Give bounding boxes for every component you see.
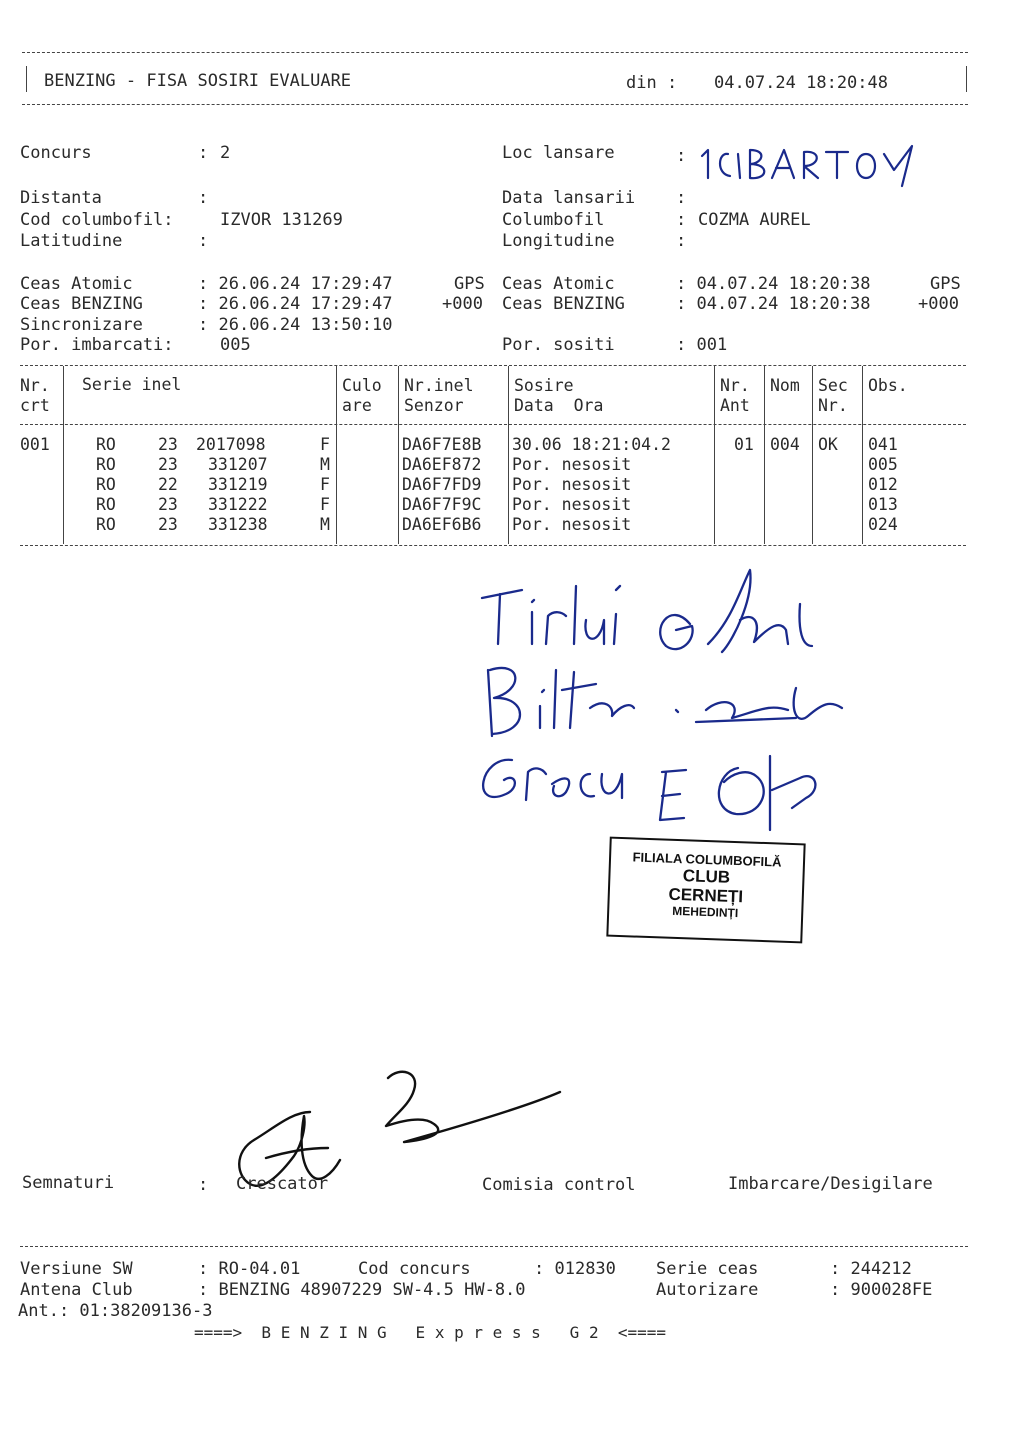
por-sositi-value: : 001 — [676, 335, 728, 355]
signatures-label: Semnaturi — [22, 1173, 115, 1193]
data-lansarii-label: Data lansarii — [502, 188, 636, 208]
th-sec-2: Nr. — [818, 396, 848, 415]
ring-country: RO — [96, 495, 116, 514]
data-lansarii-colon: : — [676, 188, 687, 208]
arrival: 30.06 18:21:04.2 — [512, 435, 671, 454]
th-culoare-2: are — [342, 396, 372, 415]
obs: 005 — [868, 455, 898, 474]
row-crt: 001 — [20, 435, 50, 454]
cod-columbofil-label: Cod columbofil: — [20, 210, 174, 230]
ant-line: Ant.: 01:38209136-3 — [18, 1301, 213, 1321]
header-left-border — [26, 66, 27, 92]
serie-ceas-label: Serie ceas — [656, 1259, 759, 1279]
obs: 024 — [868, 515, 898, 534]
ceas-atomic-right-suffix: GPS — [930, 274, 961, 294]
ring-sex: F — [320, 475, 330, 494]
sincronizare-label: Sincronizare — [20, 315, 143, 335]
th-culoare-1: Culo — [342, 376, 382, 395]
ring-number: 331219 — [208, 475, 268, 494]
columbofil-colon: : — [676, 210, 687, 230]
obs: 013 — [868, 495, 898, 514]
ceas-atomic-left-value: : 26.06.24 17:29:47 — [198, 274, 393, 294]
antena-value: : BENZING 48907229 SW-4.5 HW-8.0 — [198, 1280, 526, 1300]
signature-comisia-control: Comisia control — [482, 1175, 636, 1195]
por-imbarcati-value: 005 — [220, 335, 251, 355]
antena-label: Antena Club — [20, 1280, 133, 1300]
loc-lansare-colon: : — [676, 146, 687, 166]
sec: OK — [818, 435, 838, 454]
th-nr-crt-2: crt — [20, 396, 50, 415]
th-obs: Obs. — [868, 376, 908, 395]
header-right-border — [966, 66, 967, 92]
autorizare-value: : 900028FE — [830, 1280, 933, 1300]
ring-country: RO — [96, 435, 116, 454]
col-sep-1 — [63, 366, 64, 544]
th-nr-inel-2: Senzor — [404, 396, 464, 415]
latitudine-colon: : — [198, 231, 209, 251]
obs: 041 — [868, 435, 898, 454]
loc-lansare-label: Loc lansare — [502, 143, 615, 163]
stamp-line-1: FILIALA COLUMBOFILĂ — [632, 849, 782, 870]
col-sep-8 — [862, 366, 863, 544]
ceas-atomic-right-label: Ceas Atomic — [502, 274, 615, 294]
col-sep-5 — [714, 366, 715, 544]
cod-concurs-value: : 012830 — [534, 1259, 616, 1279]
sensor-id: DA6EF6B6 — [402, 515, 482, 534]
por-sositi-label: Por. sositi — [502, 335, 615, 355]
table-bottom-rule — [20, 545, 966, 546]
document-title: BENZING - FISA SOSIRI EVALUARE — [44, 71, 352, 91]
nom: 004 — [770, 435, 800, 454]
ring-country: RO — [96, 455, 116, 474]
stamp-line-2: CLUB — [682, 866, 731, 887]
ring-number: 331222 — [208, 495, 268, 514]
ring-sex: M — [320, 515, 330, 534]
brand-line: ====> B E N Z I N G E x p r e s s G 2 <==== — [194, 1323, 667, 1342]
col-sep-4 — [508, 366, 509, 544]
signature-crescator: Crescator — [236, 1174, 329, 1194]
por-imbarcati-label: Por. imbarcati: — [20, 335, 174, 355]
ceas-benzing-left-suffix: +000 — [442, 294, 483, 314]
arrival: Por. nesosit — [512, 475, 632, 494]
autorizare-label: Autorizare — [656, 1280, 759, 1300]
sensor-id: DA6F7E8B — [402, 435, 482, 454]
ring-year: 23 — [158, 515, 178, 534]
ring-year: 23 — [158, 455, 178, 474]
arrival: Por. nesosit — [512, 455, 632, 474]
header-top-rule — [22, 52, 968, 53]
club-stamp — [606, 837, 805, 944]
longitudine-colon: : — [676, 231, 687, 251]
ring-country: RO — [96, 475, 116, 494]
ring-sex: M — [320, 455, 330, 474]
th-sec-1: Sec — [818, 376, 848, 395]
th-sosire-1: Sosire — [514, 376, 574, 395]
ring-number: 331238 — [208, 515, 268, 534]
th-serie-inel: Serie inel — [82, 375, 182, 394]
sincronizare-value: : 26.06.24 13:50:10 — [198, 315, 393, 335]
header-bottom-rule — [22, 104, 968, 105]
table-top-rule — [20, 365, 966, 366]
ceas-atomic-left-suffix: GPS — [454, 274, 485, 294]
header-date-label: din : — [626, 73, 678, 93]
ceas-benzing-left-label: Ceas BENZING — [20, 294, 143, 314]
th-nr-ant-1: Nr. — [720, 376, 750, 395]
stamp-line-3: CERNEȚI — [668, 884, 744, 907]
versiune-label: Versiune SW — [20, 1259, 133, 1279]
ring-year: 22 — [158, 475, 178, 494]
col-sep-3 — [398, 366, 399, 544]
concurs-colon: : — [198, 143, 209, 163]
col-sep-7 — [812, 366, 813, 544]
sensor-id: DA6EF872 — [402, 455, 482, 474]
ceas-atomic-left-label: Ceas Atomic — [20, 274, 133, 294]
ceas-benzing-right-value: : 04.07.24 18:20:38 — [676, 294, 871, 314]
sensor-id: DA6F7FD9 — [402, 475, 482, 494]
table-header-rule — [20, 424, 966, 425]
th-nom: Nom — [770, 376, 800, 395]
th-nr-crt-1: Nr. — [20, 376, 50, 395]
ceas-atomic-right-value: : 04.07.24 18:20:38 — [676, 274, 871, 294]
ring-sex: F — [320, 435, 330, 454]
cod-concurs-label: Cod concurs — [358, 1259, 471, 1279]
handwritten-committee-names — [470, 560, 890, 850]
obs: 012 — [868, 475, 898, 494]
th-sosire-2: Data Ora — [514, 396, 604, 415]
antenna-nr: 01 — [734, 435, 754, 454]
th-nr-ant-2: Ant — [720, 396, 750, 415]
ceas-benzing-left-value: : 26.06.24 17:29:47 — [198, 294, 393, 314]
columbofil-value: COZMA AUREL — [698, 210, 811, 230]
sensor-id: DA6F7F9C — [402, 495, 482, 514]
cod-columbofil-value: IZVOR 131269 — [220, 210, 343, 230]
concurs-label: Concurs — [20, 143, 92, 163]
signature-imbarcare: Imbarcare/Desigilare — [728, 1174, 933, 1194]
ring-sex: F — [320, 495, 330, 514]
ring-number: 2017098 — [196, 435, 266, 454]
latitudine-label: Latitudine — [20, 231, 123, 251]
ring-country: RO — [96, 515, 116, 534]
arrival: Por. nesosit — [512, 495, 632, 514]
th-nr-inel-1: Nr.inel — [404, 376, 474, 395]
signatures-colon: : — [198, 1175, 209, 1195]
longitudine-label: Longitudine — [502, 231, 615, 251]
ring-number: 331207 — [208, 455, 268, 474]
col-sep-2 — [336, 366, 337, 544]
versiune-value: : RO-04.01 — [198, 1259, 301, 1279]
distanta-colon: : — [198, 188, 209, 208]
footer-rule — [20, 1246, 968, 1247]
columbofil-label: Columbofil — [502, 210, 605, 230]
ring-year: 23 — [158, 435, 178, 454]
col-sep-6 — [764, 366, 765, 544]
serie-ceas-value: : 244212 — [830, 1259, 912, 1279]
header-date-value: 04.07.24 18:20:48 — [714, 73, 888, 93]
ring-year: 23 — [158, 495, 178, 514]
distanta-label: Distanta — [20, 188, 102, 208]
ceas-benzing-right-suffix: +000 — [918, 294, 959, 314]
stamp-line-4: MEHEDINȚI — [672, 903, 739, 921]
arrival: Por. nesosit — [512, 515, 632, 534]
ceas-benzing-right-label: Ceas BENZING — [502, 294, 625, 314]
loc-lansare-handwriting — [698, 136, 938, 206]
concurs-value: 2 — [220, 143, 231, 163]
